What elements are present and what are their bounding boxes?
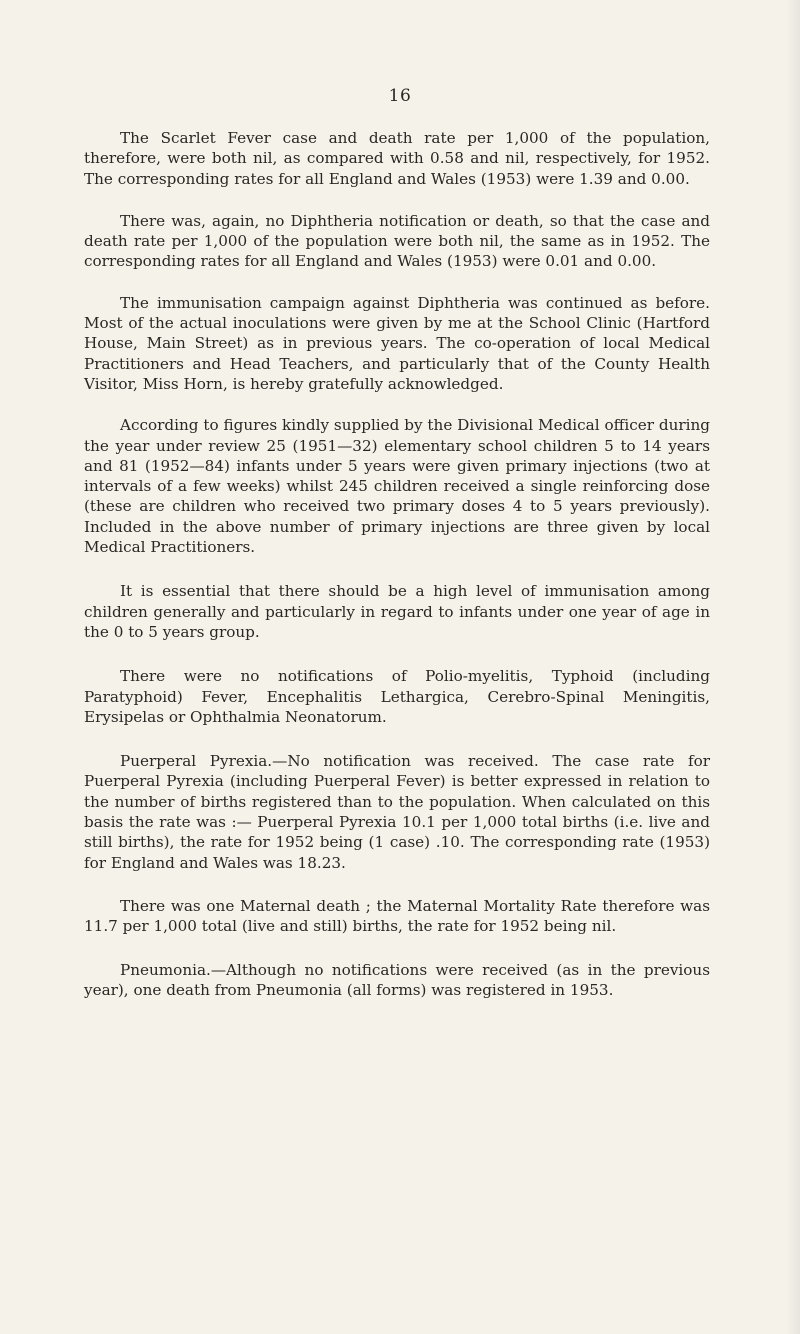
paragraph-no-notifications: There were no notifications of Polio-myelitis, Typhoid (including Paratyphoid) Fever, Encephalitis Lethargica, Cerebro-Spinal Meningitis, Erysipelas or Ophthalmia Neonatorum.: [84, 667, 710, 726]
page-edge-shadow: [786, 0, 800, 1334]
paragraph-puerperal-pyrexia: Puerperal Pyrexia.—No notification was received. The case rate for Puerperal Pyrexia (including Puerperal Fever) is better expressed in relation to the number of births registered than to the population. When calculated on this basis the rate was :— Puerperal Pyrexia 10.1 per 1,000 total births (i.e. live and still births), the rate for 1952 being (1 case) .10. The corresponding rate (1953) for England and Wales was 18.23.: [84, 752, 710, 872]
paragraph-immunisation-level: It is essential that there should be a high level of immunisation among children generally and particularly in regard to infants under one year of age in the 0 to 5 years group.: [84, 582, 710, 641]
paragraph-injection-figures: According to figures kindly supplied by the Divisional Medical officer during the year under review 25 (1951—32) elementary school children 5 to 14 years and 81 (1952—84) infants under 5 years were given primary injections (two at intervals of a few weeks) whilst 245 children received a single reinforcing dose (these are children who received two primary doses 4 to 5 years previously). Included in the above number of primary injections are three given by local Medical Practitioners.: [84, 416, 710, 557]
paragraph-pneumonia: Pneumonia.—Although no notifications were received (as in the previous year), one death from Pneumonia (all forms) was registered in 1953.: [84, 960, 710, 999]
page-body: [84, 128, 710, 1020]
paragraph-diphtheria-rates: There was, again, no Diphtheria notification or death, so that the case and death rate per 1,000 of the population were both nil, the same as in 1952. The corresponding rates for all England and Wales (1953) were 0.01 and 0.00.: [84, 211, 710, 271]
page-number: 16: [388, 86, 412, 106]
paragraph-scarlet-fever: The Scarlet Fever case and death rate per 1,000 of the population, therefore, were both nil, as compared with 0.58 and nil, respectively, for 1952. The corresponding rates for all England and Wales (1953) were 1.39 and 0.00.: [84, 129, 710, 188]
paragraph-maternal-death: There was one Maternal death ; the Maternal Mortality Rate therefore was 11.7 per 1,000 total (live and still) births, the rate for 1952 being nil.: [84, 896, 710, 936]
paragraph-immunisation-campaign: The immunisation campaign against Diphtheria was continued as before. Most of the actual inoculations were given by me at the School Clinic (Hartford House, Main Street) as in previous years. The co-operation of local Medical Practitioners and Head Teachers, and particularly that of the County Health Visitor, Miss Horn, is hereby gratefully acknowledged.: [84, 293, 710, 393]
